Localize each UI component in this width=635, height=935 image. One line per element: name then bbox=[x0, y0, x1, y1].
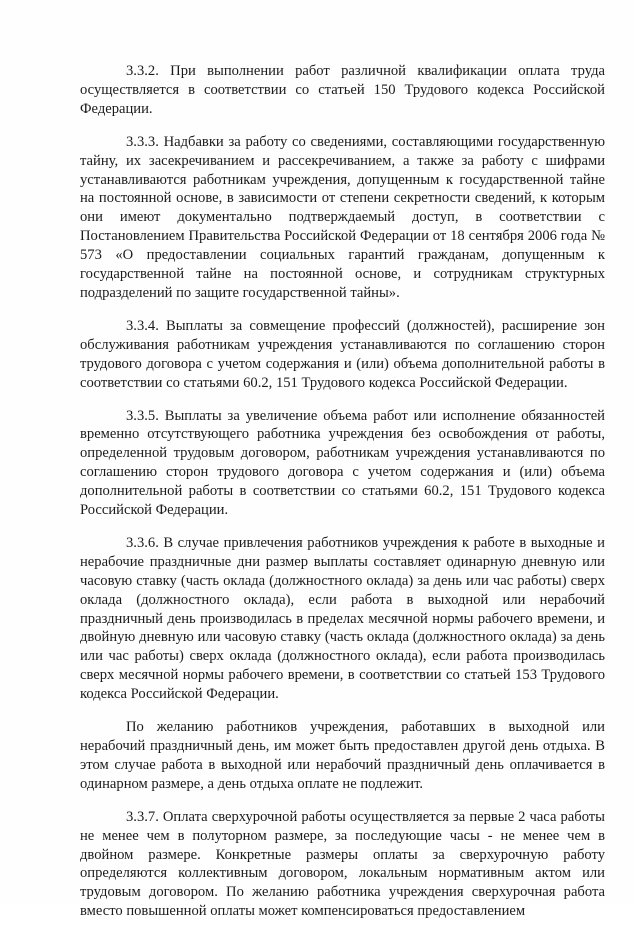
document-body bbox=[80, 62, 605, 935]
paragraph-day-off-option: По желанию работников учреждения, работавших в выходной или нерабочий праздничный день, им может быть предоставлен другой день отдыха. В этом случае работа в выходной или нерабочий праздничный день оплачивается в одинарном размере, а день отдыха оплате не подлежит. bbox=[80, 719, 605, 792]
paragraph-3-3-6: 3.3.6. В случае привлечения работников учреждения к работе в выходные и нерабочие праздничные дни размер выплаты составляет одинарную дневную или часовую ставку (часть оклада (должностного оклада) за день или час работы) сверх оклада (должностного оклада), если работа в выходной или нерабочий праздничный день производилась в пределах месячной нормы рабочего времени, и двойную дневную или часовую ставку (часть оклада (должностного оклада) за день или час работы) сверх оклада (должностного оклада), если работа производилась сверх месячной нормы рабочего времени, в соответствии со статьей 153 Трудового кодекса Российской Федерации. bbox=[80, 534, 605, 703]
paragraph-3-3-7: 3.3.7. Оплата сверхурочной работы осуществляется за первые 2 часа работы не менее чем в полуторном размере, за последующие часы - не менее чем в двойном размере. Конкретные размеры оплаты за сверхурочную работу определяются коллективным договором, локальным нормативным актом или трудовым договором. По желанию работника учреждения сверхурочная работа вместо повышенной оплаты может компенсироваться предоставлением bbox=[80, 808, 605, 920]
paragraph-3-3-4: 3.3.4. Выплаты за совмещение профессий (должностей), расширение зон обслуживания работникам учреждения устанавливаются по соглашению сторон трудового договора с учетом содержания и (или) объема дополнительной работы в соответствии со статьями 60.2, 151 Трудового кодекса Российской Федерации. bbox=[80, 317, 605, 391]
paragraph-3-3-5: 3.3.5. Выплаты за увеличение объема работ или исполнение обязанностей временно отсутствующего работника учреждения без освобождения от работы, определенной трудовым договором, работникам учреждения устанавливаются по соглашению сторон трудового договора с учетом содержания и (или) объема дополнительной работы в соответствии со статьями 60.2, 151 Трудового кодекса Российской Федерации. bbox=[80, 407, 605, 519]
paragraph-3-3-3: 3.3.3. Надбавки за работу со сведениями, составляющими государственную тайну, их засекречиванием и рассекречиванием, а также за работу с шифрами устанавливаются работникам учреждения, допущенным к государственной тайне на постоянной основе, в зависимости от степени секретности сведений, к которым они имеют документально подтверждаемый доступ, в соответствии с Постановлением Правительства Российской Федерации от 18 сентября 2006 года № 573 «О предоставлении социальных гарантий гражданам, допущенным к государственной тайне на постоянной основе, и сотрудникам структурных подразделений по защите государственной тайны». bbox=[80, 133, 605, 301]
paragraph-3-3-2: 3.3.2. При выполнении работ различной квалификации оплата труда осуществляется в соответствии со статьей 150 Трудового кодекса Российской Федерации. bbox=[80, 63, 605, 117]
